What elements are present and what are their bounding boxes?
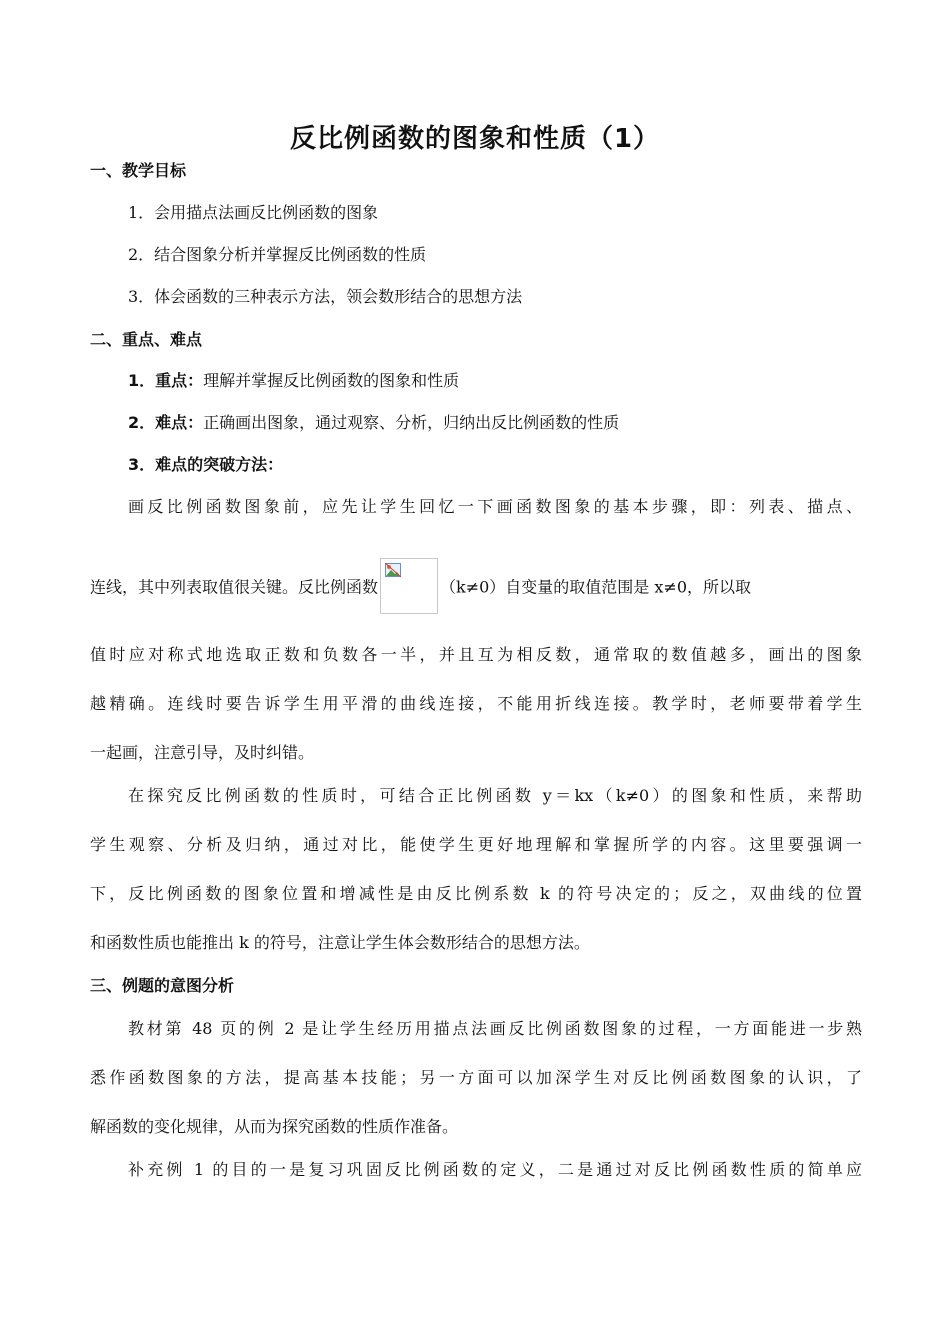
paragraph-line: 解函数的变化规律，从而为探究函数的性质作准备。 xyxy=(90,1117,459,1136)
paragraph-line: 补充例 1 的目的一是复习巩固反比例函数的定义，二是通过对反比例函数性质的简单应 xyxy=(128,1160,862,1179)
paragraph-line: 值时应对称式地选取正数和负数各一半，并且互为相反数，通常取的数值越多，画出的图象 xyxy=(90,645,862,664)
key-point-label: 1．重点： xyxy=(128,371,204,390)
section-heading-example-analysis: 三、例题的意图分析 xyxy=(90,976,235,995)
paragraph-line: 下，反比例函数的图象位置和增减性是由反比例系数 k 的符号决定的；反之，双曲线的位置 xyxy=(90,884,862,903)
section-heading-key-points: 二、重点、难点 xyxy=(90,330,203,349)
paragraph-line: 一起画，注意引导，及时纠错。 xyxy=(90,743,315,762)
paragraph-text: 连线，其中列表取值很关键。反比例函数 xyxy=(90,577,379,597)
objective-item: 3．体会函数的三种表示方法，领会数形结合的思想方法 xyxy=(128,287,523,306)
paragraph-line: 教材第 48 页的例 2 是让学生经历用描点法画反比例函数图象的过程，一方面能进一步熟 xyxy=(128,1019,862,1038)
paragraph-text: （k≠0）自变量的取值范围是 x≠0，所以取 xyxy=(440,577,751,597)
key-point-text: 理解并掌握反比例函数的图象和性质 xyxy=(203,371,460,390)
paragraph-line: 在探究反比例函数的性质时，可结合正比例函数 y＝kx（k≠0）的图象和性质，来帮助 xyxy=(128,786,862,805)
objective-item: 2．结合图象分析并掌握反比例函数的性质 xyxy=(128,245,427,264)
paragraph-line: 和函数性质也能推出 k 的符号，注意让学生体会数形结合的思想方法。 xyxy=(90,933,590,952)
difficulty-label: 2．难点： xyxy=(128,413,204,432)
key-point-line xyxy=(128,368,459,391)
paragraph-line-with-formula xyxy=(90,560,751,616)
difficulty-text: 正确画出图象，通过观察、分析，归纳出反比例函数的性质 xyxy=(203,413,620,432)
objective-item: 1．会用描点法画反比例函数的图象 xyxy=(128,203,379,222)
broken-image-icon xyxy=(385,563,401,577)
method-heading: 3．难点的突破方法： xyxy=(128,455,284,474)
page-title: 反比例函数的图象和性质（1） xyxy=(289,124,661,154)
paragraph-line: 学生观察、分析及归纳，通过对比，能使学生更好地理解和掌握所学的内容。这里要强调一 xyxy=(90,835,862,854)
paragraph-line: 画反比例函数图象前，应先让学生回忆一下画函数图象的基本步骤，即：列表、描点、 xyxy=(128,497,862,516)
paragraph-line: 越精确。连线时要告诉学生用平滑的曲线连接，不能用折线连接。教学时，老师要带着学生 xyxy=(90,694,862,713)
difficulty-line xyxy=(128,410,619,433)
section-heading-objectives: 一、教学目标 xyxy=(90,161,187,180)
formula-image-placeholder xyxy=(380,558,438,614)
paragraph-line: 悉作函数图象的方法，提高基本技能；另一方面可以加深学生对反比例函数图象的认识，了 xyxy=(90,1068,862,1087)
